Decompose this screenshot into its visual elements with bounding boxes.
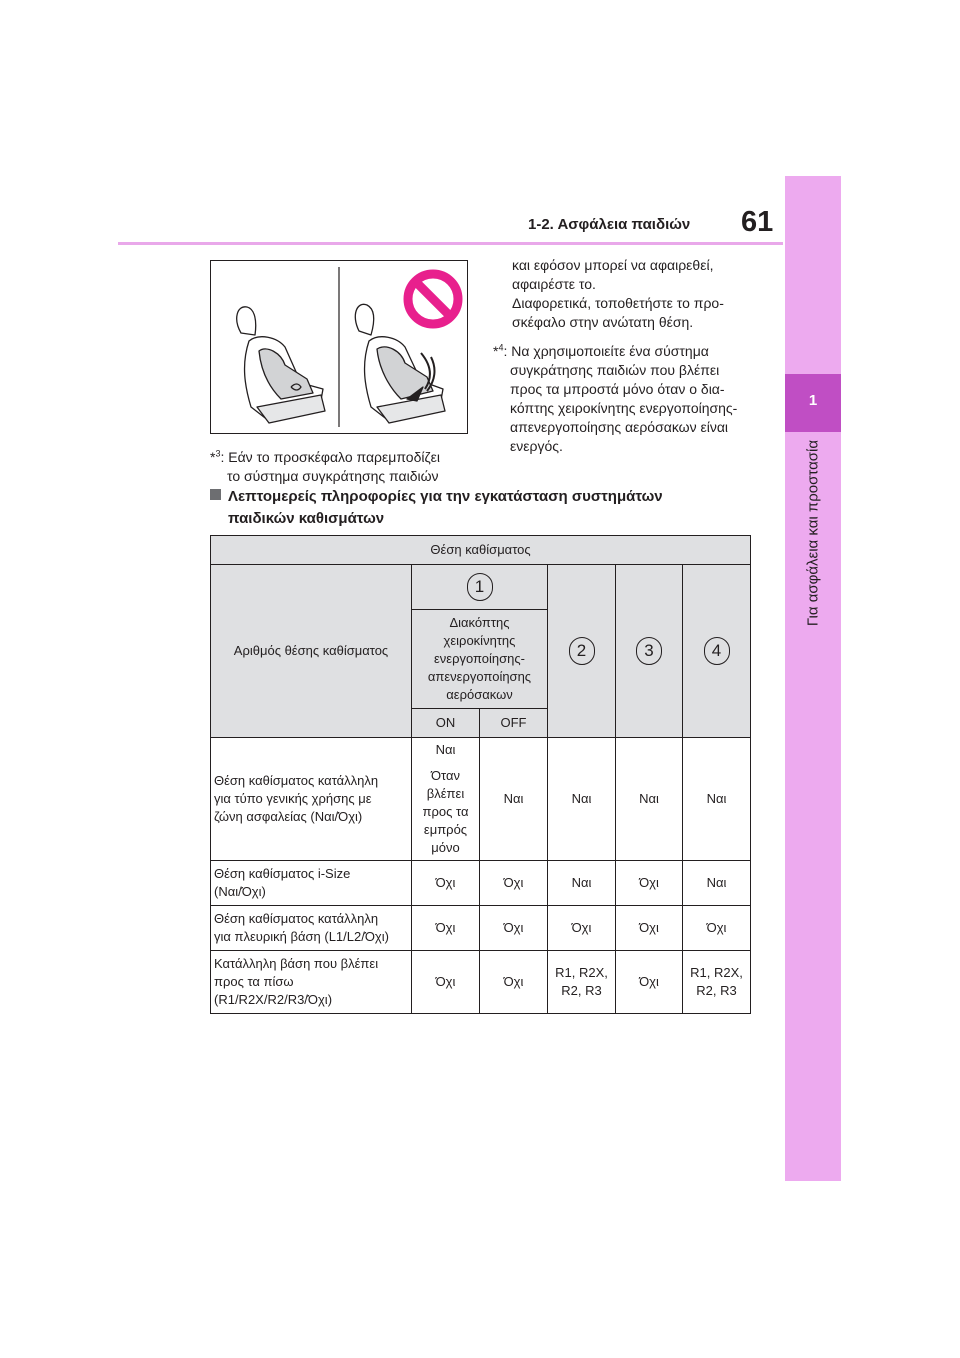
row-lateral-off: Όχι [480, 906, 548, 951]
row-universal-on [412, 738, 480, 861]
table-row [211, 565, 751, 610]
header-seat-number: Αριθμός θέσης καθίσματος [211, 565, 412, 738]
airbag-switch-line3: ενεργοποίησης- [433, 651, 525, 666]
row-isize-seat2: Ναι [548, 861, 616, 906]
row-rearward-seat2 [548, 951, 616, 1014]
section-heading-line2: παιδικών καθισμάτων [228, 510, 385, 527]
row-lateral-label-line1: Θέση καθίσματος κατάλληλη [214, 911, 379, 926]
seat-3-cell [616, 565, 683, 738]
seat-2-symbol: 2 [569, 637, 595, 665]
footnote-3-line1: : Εάν το προσκέφαλο παρεμποδίζει [220, 448, 441, 465]
child-seat-illustration [210, 260, 468, 434]
footnote-4-line5: απενεργοποίησης αερόσακων είναι [510, 418, 729, 435]
row-universal-on-line5: εμπρός [423, 822, 468, 837]
prohibited-icon [408, 274, 458, 324]
seat-4-cell [683, 565, 751, 738]
row-universal-off: Ναι [480, 738, 548, 861]
section-heading-line1: Λεπτομερείς πληροφορίες για την εγκατάσταση συστημάτων [228, 488, 663, 505]
row-universal-on-line4: προς τα [422, 804, 469, 819]
table-row [211, 906, 751, 951]
airbag-switch-line5: αερόσακων [446, 687, 513, 702]
footnote-4-line6: ενεργός. [510, 437, 563, 454]
row-rearward-seat4 [683, 951, 751, 1014]
row-lateral-label-line2: για πλευρική βάση (L1/L2/Όχι) [214, 929, 389, 944]
row-isize-label-line1: Θέση καθίσματος i-Size [214, 866, 351, 881]
row-lateral-seat4: Όχι [683, 906, 751, 951]
row-rearward-seat3: Όχι [616, 951, 683, 1014]
row-rearward-seat4-line2: R2, R3 [696, 983, 737, 998]
row-rearward-seat4-line1: R1, R2X, [690, 965, 743, 980]
chapter-number: 1 [808, 392, 818, 409]
seat-2-cell [548, 565, 616, 738]
row-universal-label [211, 738, 412, 861]
seat-1-symbol: 1 [467, 573, 493, 601]
footnote-4-line1: : Να χρησιμοποιείτε ένα σύστημα [503, 342, 709, 359]
row-lateral-seat3: Όχι [616, 906, 683, 951]
section-title: 1-2. Ασφάλεια παιδιών [528, 216, 691, 233]
seat-3-symbol: 3 [636, 637, 662, 665]
seat-1-cell [412, 565, 548, 610]
row-universal-on-gap [415, 759, 476, 767]
table-row [211, 738, 751, 861]
header-rule [118, 242, 783, 245]
row-rearward-seat2-line1: R1, R2X, [555, 965, 608, 980]
row-isize-label [211, 861, 412, 906]
footnote-4-marker: 4 [498, 342, 504, 352]
row-universal-seat3: Ναι [616, 738, 683, 861]
row-universal-on-line3: βλέπει [426, 786, 465, 801]
child-seat-correct-icon [237, 307, 325, 423]
row-universal-label-line3: ζώνη ασφαλείας (Ναι/Όχι) [214, 809, 363, 824]
on-header: ON [412, 709, 480, 738]
footnote-3-continuation [495, 256, 765, 332]
airbag-switch-line4: απενεργοποίησης [427, 669, 532, 684]
footnote-3-cont-line4: σκέφαλο στην ανώτατη θέση. [512, 314, 694, 330]
child-seat-illustration-svg [211, 261, 467, 433]
footnote-4-line4: κόπτης χειροκίνητης ενεργοποίησης- [510, 399, 738, 416]
table-row [211, 536, 751, 565]
row-rearward-label-line1: Κατάλληλη βάση που βλέπει [214, 956, 379, 971]
footnote-3-line2: το σύστημα συγκράτησης παιδιών [227, 467, 439, 484]
footnote-3: *$^3$: Εάν το προσκέφαλο παρεμποδίζει το σύστημα συγκράτησης παιδιών [210, 444, 480, 486]
chapter-title: Για ασφάλεια και προστασία [804, 440, 822, 627]
row-isize-seat4: Ναι [683, 861, 751, 906]
row-rearward-seat2-line2: R2, R3 [561, 983, 602, 998]
row-universal-label-line2: για τύπο γενικής χρήσης με [214, 791, 372, 806]
row-rearward-label-line3: (R1/R2X/R2/R3/Όχι) [214, 992, 333, 1007]
row-rearward-label [211, 951, 412, 1014]
footnote-3-marker: 3 [215, 448, 221, 458]
row-rearward-on: Όχι [412, 951, 480, 1014]
row-universal-on-line2: Όταν [430, 768, 461, 783]
table-row [211, 951, 751, 1014]
off-header: OFF [480, 709, 548, 738]
airbag-switch-line2: χειροκίνητης [443, 633, 516, 648]
header-seating-position: Θέση καθίσματος [211, 536, 751, 565]
seat-4-symbol: 4 [704, 637, 730, 665]
row-universal-seat2: Ναι [548, 738, 616, 861]
table-row [211, 861, 751, 906]
row-universal-seat4: Ναι [683, 738, 751, 861]
footnote-3-cont-line1: και εφόσον μπορεί να αφαιρεθεί, [512, 257, 714, 273]
row-isize-label-line2: (Ναι/Όχι) [214, 884, 266, 899]
page-number: 61 [741, 206, 774, 238]
row-lateral-on: Όχι [412, 906, 480, 951]
row-isize-on: Όχι [412, 861, 480, 906]
footnote-4-line2: συγκράτησης παιδιών που βλέπει [510, 361, 720, 378]
row-lateral-seat2: Όχι [548, 906, 616, 951]
child-seat-installation-table [210, 535, 751, 1014]
row-universal-on-line1: Ναι [435, 742, 456, 757]
row-isize-off: Όχι [480, 861, 548, 906]
footnote-3-cont-line3: Διαφορετικά, τοποθετήστε το προ- [512, 295, 724, 311]
airbag-switch-header [412, 610, 548, 709]
row-rearward-label-line2: προς τα πίσω [214, 974, 294, 989]
footnote-4-line3: προς τα μπροστά μόνο όταν ο δια- [510, 380, 725, 397]
chapter-title-wrap [782, 440, 844, 740]
row-universal-label-line1: Θέση καθίσματος κατάλληλη [214, 773, 379, 788]
row-universal-on-line6: μόνο [431, 840, 460, 855]
section-heading [210, 486, 750, 530]
airbag-switch-line1: Διακόπτης [449, 615, 510, 630]
row-rearward-off: Όχι [480, 951, 548, 1014]
row-lateral-label [211, 906, 412, 951]
footnote-3-cont-line2: αφαιρέστε το. [512, 276, 596, 292]
row-isize-seat3: Όχι [616, 861, 683, 906]
footnote-4: *$^4$: Να χρησιμοποιείτε ένα σύστημα συγκράτησης παιδιών που βλέπει προς τα μπροστά μόνο όταν ο δια- κόπτης χειροκίνητης ενεργοποίησης- απενεργοποίησης αερόσακων είναι ενεργός. [493, 338, 763, 456]
